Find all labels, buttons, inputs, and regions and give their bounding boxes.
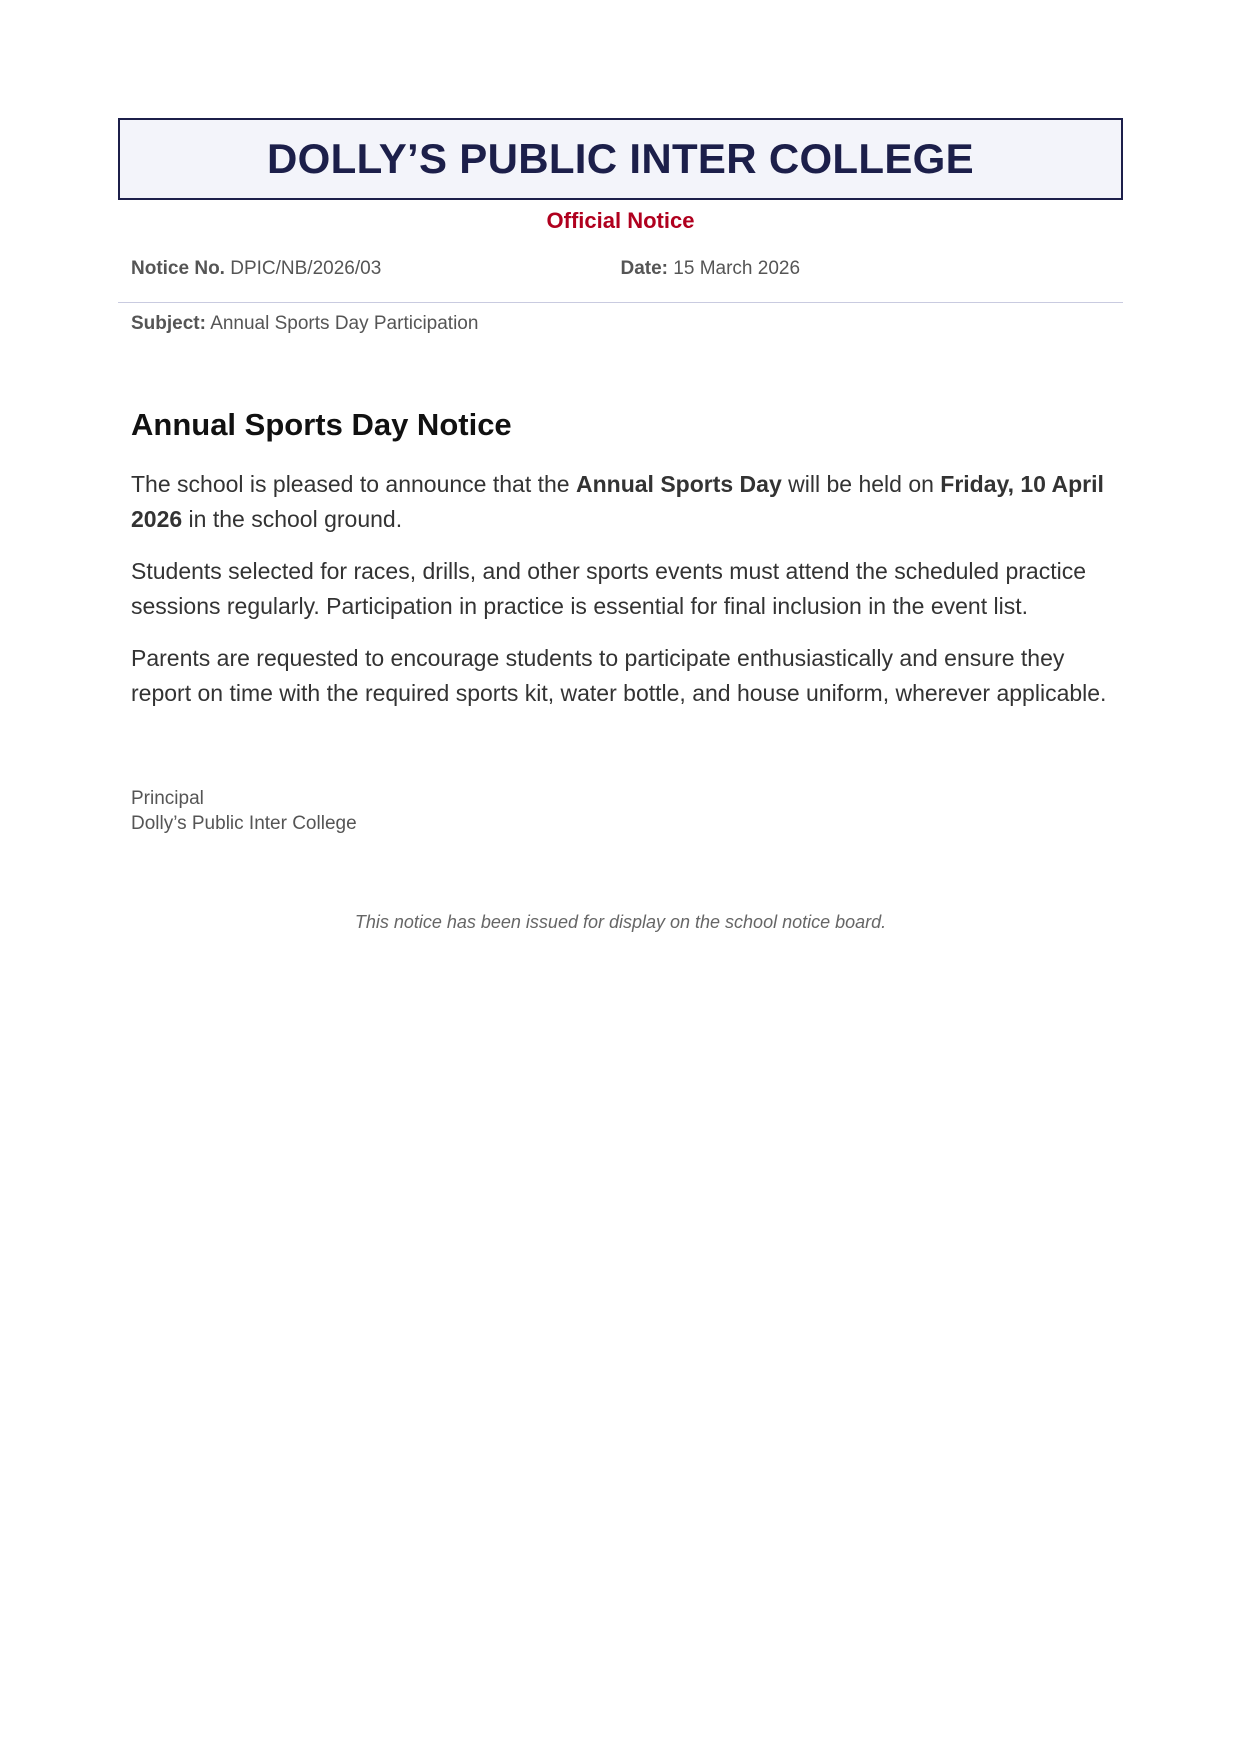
announcement-text-2: will be held on: [781, 471, 941, 497]
announcement-text-1: The school is pleased to announce that the: [131, 471, 576, 497]
notice-subject-value: Annual Sports Day Participation: [210, 313, 479, 334]
footer-note: This notice has been issued for display on the school notice board.: [354, 912, 887, 932]
announcement-event-name: Annual Sports Day: [575, 471, 782, 497]
school-title-box: [118, 118, 1123, 200]
paragraph-practice: Students selected for races, drills, and other sports events must attend the scheduled practice sessions regularly. Participation in practice is essential for final inclusion in the event list.: [131, 558, 1087, 619]
notice-page: [118, 118, 1123, 933]
notice-number: [131, 258, 621, 280]
signature-role: Principal: [131, 788, 204, 809]
paragraph-announcement: [131, 467, 1110, 537]
signature-institution: Dolly’s Public Inter College: [131, 813, 357, 834]
signature-block: [118, 786, 1123, 836]
notice-number-label: Notice No.: [131, 258, 225, 279]
notice-content: [118, 407, 1123, 711]
official-notice-label: Official Notice: [546, 208, 695, 233]
notice-date-label: Date:: [620, 258, 669, 279]
notice-subject-label: Subject:: [131, 313, 206, 334]
announcement-event-date: Friday, 10 April 2026: [131, 471, 1104, 532]
school-name: DOLLY’S PUBLIC INTER COLLEGE: [267, 135, 974, 182]
announcement-text-3: in the school ground.: [182, 506, 403, 532]
notice-date-value: 15 March 2026: [673, 258, 801, 279]
notice-date: [621, 258, 1111, 280]
notice-number-value: DPIC/NB/2026/03: [230, 258, 382, 279]
notice-heading: Annual Sports Day Notice: [131, 407, 512, 442]
notice-meta-row: [118, 258, 1123, 292]
paragraph-parents: Parents are requested to encourage students to participate enthusiastically and ensure they report on time with the required sports kit, water bottle, and house uniform, wherever applicable.: [131, 645, 1107, 706]
notice-subject: [118, 303, 1123, 335]
